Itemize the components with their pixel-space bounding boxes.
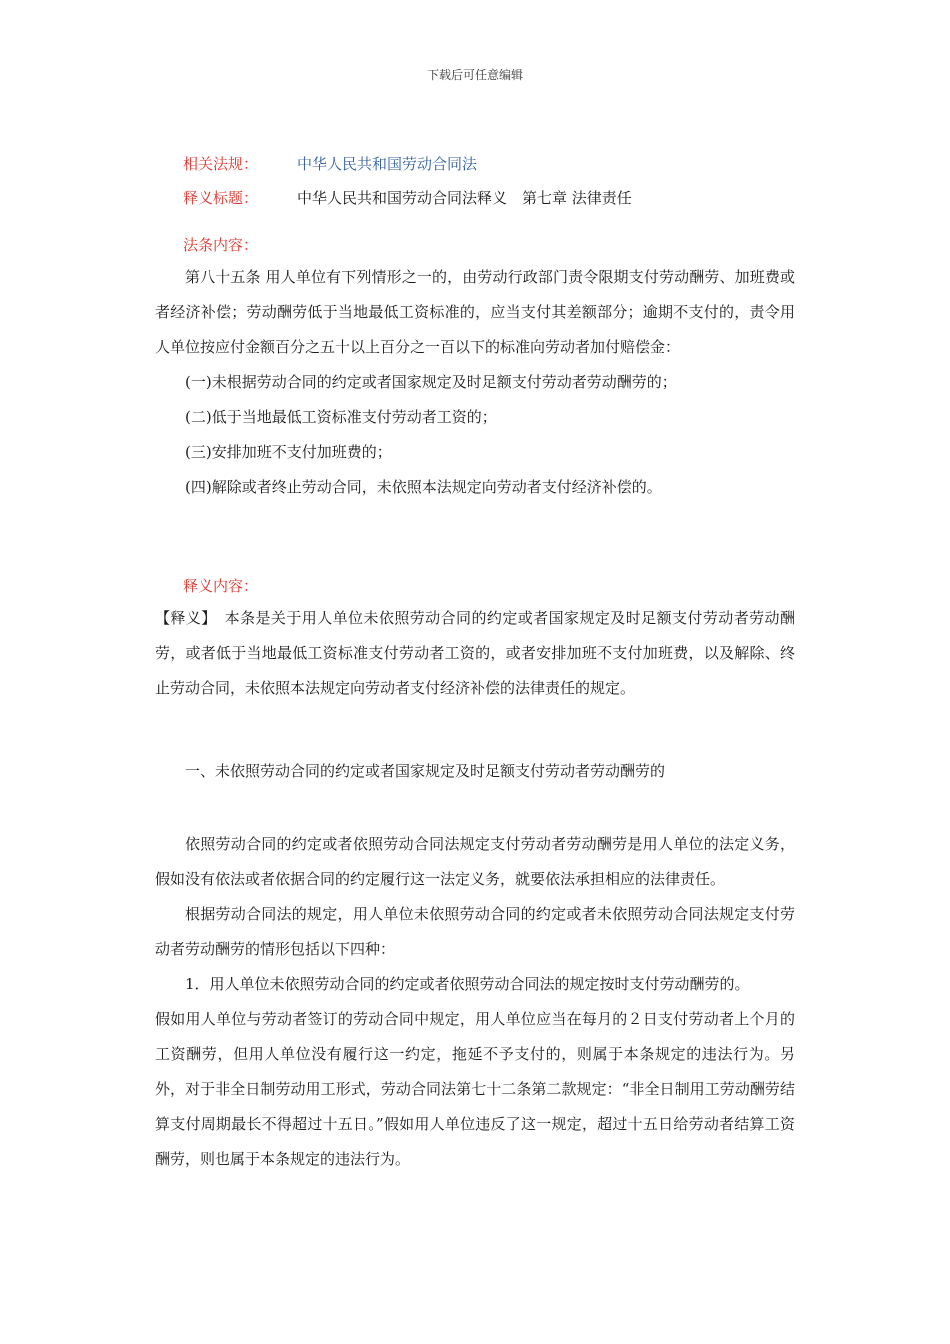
article-item-1: (一)未根据劳动合同的约定或者国家规定及时足额支付劳动者劳动酬劳的； xyxy=(185,373,677,391)
article-content-label: 法条内容： xyxy=(183,236,259,254)
article-item-4: (四)解除或者终止劳动合同，未依照本法规定向劳动者支付经济补偿的。 xyxy=(185,478,662,496)
interpretation-lead-text: 本条是关于用人单位未依照劳动合同的约定或者国家规定及时足额支付劳动者劳动酬劳，或者低于当地最低工资标准支付劳动者工资的，或者安排加班不支付加班费，以及解除、终止劳动合同，未依照本法规定向劳动者支付经济补偿的法律责任的规定。 xyxy=(155,609,795,697)
header-note: 下载后可任意编辑 xyxy=(426,68,523,82)
related-law-label: 相关法规： xyxy=(183,155,259,173)
interpretation-lead xyxy=(155,601,795,706)
interpretation-content-label: 释义内容： xyxy=(183,577,259,595)
section-heading-block xyxy=(155,754,795,789)
body-paragraph-3-rest: 假如用人单位与劳动者签订的劳动合同中规定，用人单位应当在每月的２日支付劳动者上个月的工资酬劳，但用人单位没有履行这一约定，拖延不予支付的，则属于本条规定的违法行为。另外，对于非全日制劳动用工形式，劳动合同法第七十二条第二款规定：“非全日制用工劳动酬劳结算支付周期最长不得超过十五日。”假如用人单位违反了这一规定，超过十五日给劳动者结算工资酬劳，则也属于本条规定的违法行为。 xyxy=(155,1010,795,1168)
article-content xyxy=(155,260,795,505)
interpretation-title-value: 中华人民共和国劳动合同法释义 第七章 法律责任 xyxy=(297,189,632,207)
interpretation-body xyxy=(155,827,795,1177)
article-item-3: (三)安排加班不支付加班费的； xyxy=(185,443,392,461)
related-law-link[interactable]: 中华人民共和国劳动合同法 xyxy=(297,155,478,173)
body-paragraph-3-first-line: 1．用人单位未依照劳动合同的约定或者依照劳动合同法的规定按时支付劳动酬劳的。 xyxy=(185,975,750,993)
body-paragraph-1: 依照劳动合同的约定或者依照劳动合同法规定支付劳动者劳动酬劳是用人单位的法定义务，假如没有依法或者依据合同的约定履行这一法定义务，就要依法承担相应的法律责任。 xyxy=(155,835,795,888)
section-heading: 一、未依照劳动合同的约定或者国家规定及时足额支付劳动者劳动酬劳的 xyxy=(185,762,666,780)
interpretation-tag: 【释义】 xyxy=(155,609,210,627)
interpretation-title-label: 释义标题： xyxy=(183,189,259,207)
article-intro: 第八十五条 用人单位有下列情形之一的，由劳动行政部门责令限期支付劳动酬劳、加班费或者经济补偿；劳动酬劳低于当地最低工资标准的，应当支付其差额部分；逾期不支付的，责令用人单位按应付金额百分之五十以上百分之一百以下的标准向劳动者加付赔偿金： xyxy=(155,268,795,356)
interpretation-lead-paragraph xyxy=(155,601,795,706)
body-paragraph-2: 根据劳动合同法的规定，用人单位未依照劳动合同的约定或者未依照劳动合同法规定支付劳动者劳动酬劳的情形包括以下四种： xyxy=(155,905,795,958)
article-item-2: (二)低于当地最低工资标准支付劳动者工资的； xyxy=(185,408,497,426)
